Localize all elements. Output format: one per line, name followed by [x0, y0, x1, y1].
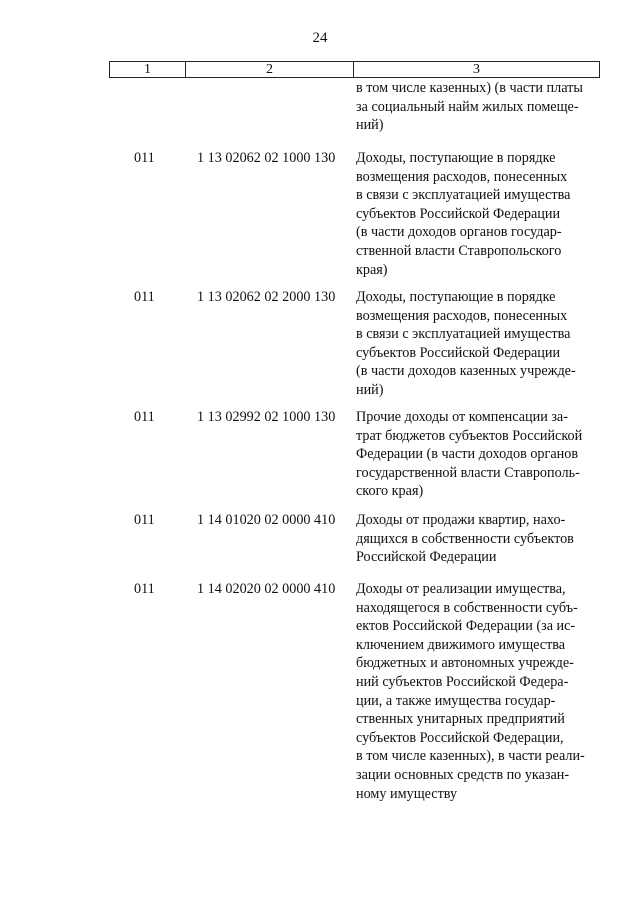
description-line: края): [356, 261, 388, 278]
continuation-line: за социальный найм жилых помеще-: [356, 98, 579, 115]
description-line: (в части доходов казенных учрежде-: [356, 363, 576, 380]
income-description: [356, 511, 606, 567]
description-line: Российской Федерации: [356, 549, 497, 566]
header-col-3: 3: [473, 61, 480, 77]
admin-code: 011: [134, 512, 155, 528]
description-line: в связи с эксплуатацией имущества: [356, 187, 571, 204]
description-line: трат бюджетов субъектов Российской: [356, 427, 583, 444]
description-line: возмещения расходов, понесенных: [356, 168, 568, 185]
description-line: находящегося в собственности субъ-: [356, 599, 578, 616]
description-line: ственных унитарных предприятий: [356, 711, 565, 728]
description-line: в том числе казенных), в части реали-: [356, 748, 585, 765]
description-line: Доходы от реализации имущества,: [356, 581, 566, 597]
continuation-line: ний): [356, 117, 384, 134]
description-line: бюджетных и автономных учрежде-: [356, 655, 574, 672]
income-description: [356, 288, 606, 400]
description-line: в связи с эксплуатацией имущества: [356, 326, 571, 343]
description-line: Доходы от продажи квартир, нахо-: [356, 512, 566, 528]
income-description: [356, 408, 606, 501]
description-line: ключением движимого имущества: [356, 636, 566, 653]
description-line: Прочие доходы от компенсации за-: [356, 409, 568, 425]
budget-classification-code: 1 13 02062 02 2000 130: [197, 289, 336, 305]
budget-classification-code: 1 13 02062 02 1000 130: [197, 150, 336, 166]
description-line: ний): [356, 381, 384, 398]
budget-classification-code: 1 14 02020 02 0000 410: [197, 581, 336, 597]
header-col-1: 1: [110, 62, 186, 77]
income-description: [356, 149, 606, 279]
description-line: Доходы, поступающие в порядке: [356, 289, 556, 305]
description-line: Доходы, поступающие в порядке: [356, 150, 556, 166]
income-description: [356, 580, 606, 803]
table-header: [109, 61, 600, 78]
description-line: ному имуществу: [356, 785, 458, 802]
admin-code: 011: [134, 289, 155, 305]
header-col-2: 2: [186, 62, 354, 77]
budget-classification-code: 1 13 02992 02 1000 130: [197, 409, 336, 425]
admin-code: 011: [134, 581, 155, 597]
description-line: ского края): [356, 483, 424, 500]
description-line: (в части доходов органов государ-: [356, 224, 562, 241]
description-line: дящихся в собственности субъектов: [356, 530, 574, 547]
description-line: Федерации (в части доходов органов: [356, 446, 579, 463]
continuation-text: [356, 79, 606, 135]
budget-classification-code: 1 14 01020 02 0000 410: [197, 512, 336, 528]
page-number: 24: [312, 30, 328, 46]
description-line: субъектов Российской Федерации: [356, 205, 561, 222]
description-line: ции, а также имущества государ-: [356, 692, 556, 709]
continuation-line: в том числе казенных) (в части платы: [356, 80, 583, 96]
description-line: возмещения расходов, понесенных: [356, 307, 568, 324]
description-line: ний субъектов Российской Федера-: [356, 673, 569, 690]
description-line: ственной власти Ставропольского: [356, 242, 562, 259]
description-line: ектов Российской Федерации (за ис-: [356, 618, 576, 635]
admin-code: 011: [134, 409, 155, 425]
description-line: субъектов Российской Федерации: [356, 344, 561, 361]
description-line: государственной власти Ставрополь-: [356, 464, 580, 481]
admin-code: 011: [134, 150, 155, 166]
description-line: зации основных средств по указан-: [356, 766, 570, 783]
description-line: субъектов Российской Федерации,: [356, 729, 564, 746]
